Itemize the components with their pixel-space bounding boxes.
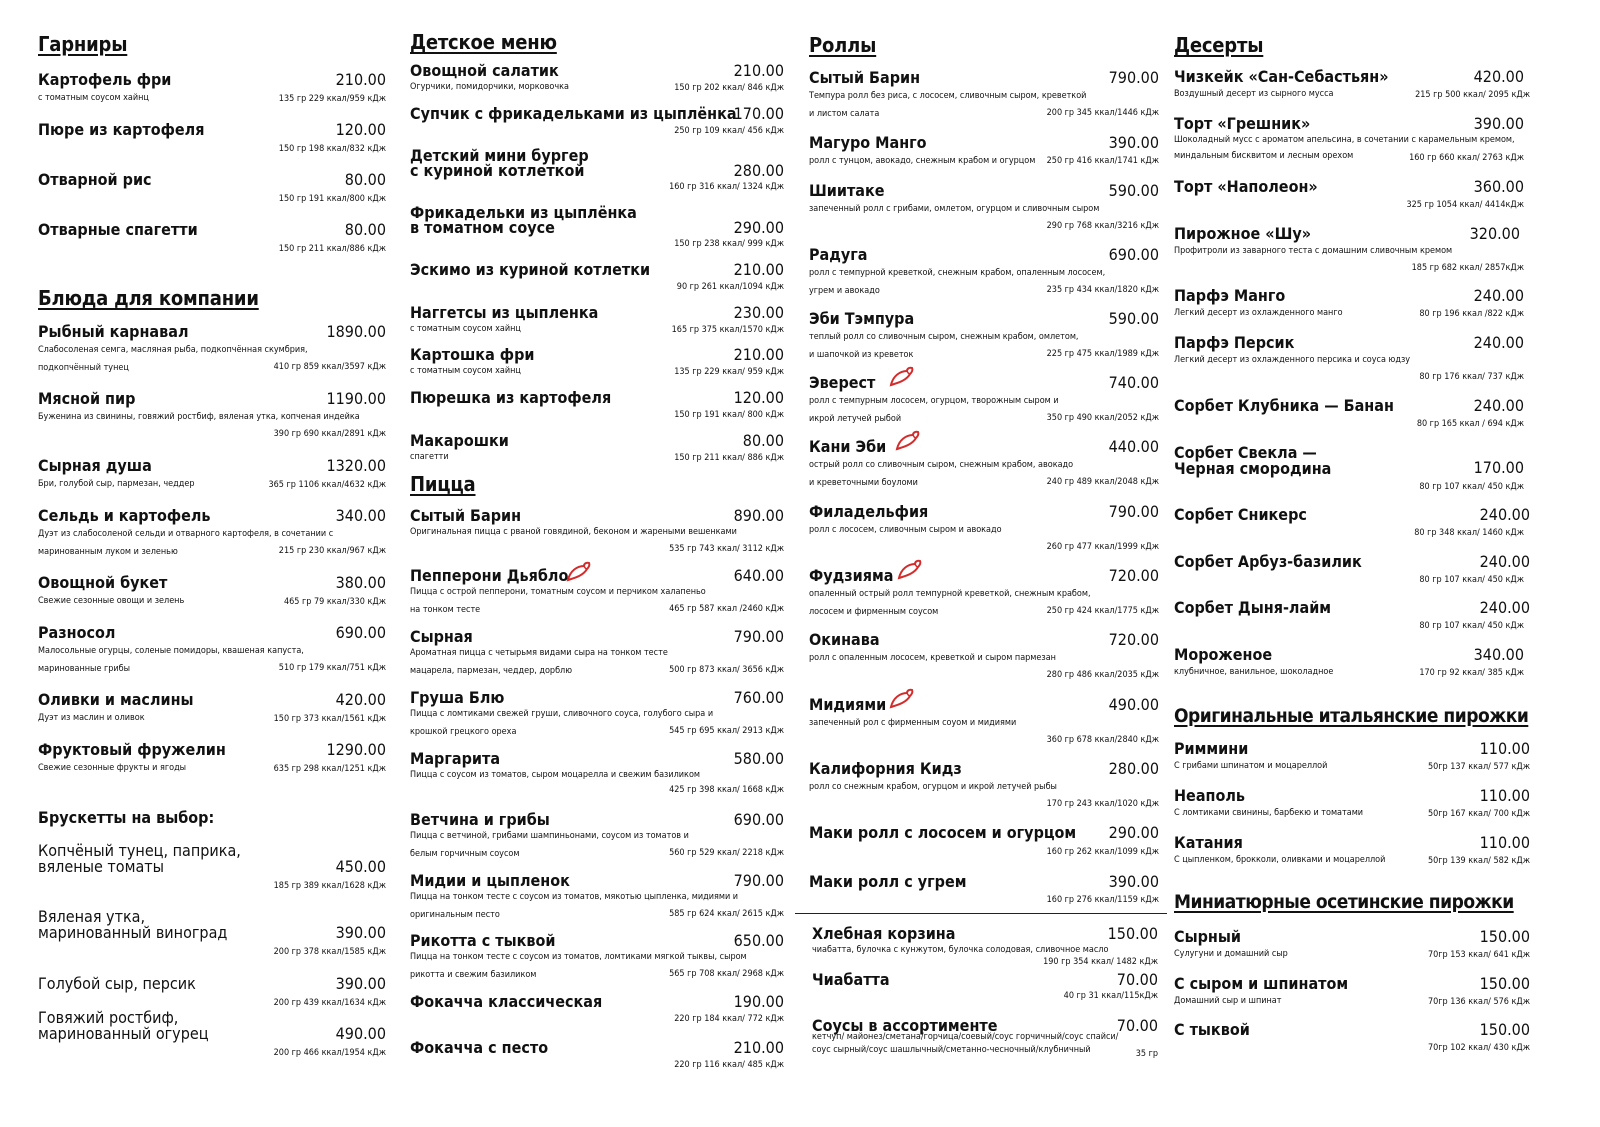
item-desc: теплый ролл со сливочным сыром, снежным крабом, омлетом, и шапочкой из креветок [809,332,1079,360]
item-meta: 160 гр 660 ккал/ 2763 кДж [1409,153,1524,163]
item-meta: 90 гр 261 ккал/1094 кДж [676,282,784,292]
item-price: 290.00 [733,218,784,237]
section-title-company: Блюда для компании [38,286,259,310]
item-price: 390.00 [1473,114,1524,133]
item-name: Рыбный карнавал [38,322,189,341]
item-name: Хлебная корзина [812,924,956,943]
item-price: 70.00 [1116,1016,1158,1035]
item-meta: 200 гр 378 ккал/1585 кДж [273,947,386,957]
item-name: Ветчина и грибы [410,810,550,829]
item-meta: 390 гр 690 ккал/2891 кДж [273,429,386,439]
item-price: 80.00 [344,220,386,239]
bread-block [812,0,1164,1127]
item-meta: 80 гр 107 ккал/ 450 кДж [1419,621,1524,631]
item-price: 320.00 [1469,224,1520,243]
item-price: 490.00 [1108,695,1159,714]
item-desc: Слабосоленая семга, масляная рыба, подкопчённая скумбрия, подкопчённый тунец [38,345,308,373]
item-price: 110.00 [1479,833,1530,852]
item-desc: Буженина из свинины, говяжий ростбиф, вяленая утка, копченая индейка [38,412,360,422]
item-price: 80.00 [344,170,386,189]
item-meta: 185 гр 682 ккал/ 2857кДж [1411,263,1524,273]
item-desc: Дуэт из слабосоленой сельди и отварного картофеля, в сочетании с маринованным луком и зеленью [38,529,334,557]
item-desc: С цыпленком, брокколи, оливками и моцареллой [1174,855,1386,865]
item-name: Сытый Барин [809,68,921,87]
item-name: Сорбет Дыня-лайм [1174,598,1332,617]
item-name: Кани Эби [809,437,887,456]
item-price: 210.00 [733,260,784,279]
item-meta: 250 гр 416 ккал/1741 кДж [1046,156,1159,166]
item-price: 440.00 [1108,437,1159,456]
item-meta: 70гр 153 ккал/ 641 кДж [1427,950,1530,960]
item-meta: 200 гр 345 ккал/1446 кДж [1046,108,1159,118]
item-desc: Огурчики, помидорчики, морковочка [410,82,569,92]
item-price: 240.00 [1473,396,1524,415]
item-desc: с томатным соусом хайнц [38,93,149,103]
item-name: Рикотта с тыквой [410,931,556,950]
item-name: Пепперони Дьябло [410,566,569,585]
item-name: Магуро Манго [809,133,927,152]
item-meta: 565 гр 708 ккал/ 2968 кДж [669,969,784,979]
item-meta: 225 гр 475 ккал/1989 кДж [1046,349,1159,359]
item-meta: 200 гр 466 ккал/1954 кДж [273,1048,386,1058]
item-meta: 165 гр 375 ккал/1570 кДж [671,325,784,335]
item-meta: 220 гр 184 ккал/ 772 кДж [674,1014,784,1024]
item-price: 170.00 [733,104,784,123]
item-price: 340.00 [1473,645,1524,664]
item-name: Фрикадельки из цыплёнка в томатном соусе [410,203,637,237]
item-meta: 150 гр 238 ккал/ 999 кДж [674,239,784,249]
item-desc: Дуэт из маслин и оливок [38,713,145,723]
item-meta: 635 гр 298 ккал/1251 кДж [273,764,386,774]
item-price: 240.00 [1479,598,1530,617]
item-meta: 220 гр 116 ккал/ 485 кДж [674,1060,784,1070]
item-meta: 160 гр 316 ккал/ 1324 кДж [669,182,784,192]
item-price: 230.00 [733,303,784,322]
item-desc: ролл с темпурным лососем, огурцом, творожным сыром и икрой летучей рыбой [809,396,1059,424]
item-price: 420.00 [1473,67,1524,86]
item-name: Оливки и маслины [38,690,194,709]
item-desc: Пицца с соусом из томатов, сыром моцарелла и свежим базиликом [410,770,701,780]
item-meta: 170 гр 92 ккал/ 385 кДж [1419,668,1524,678]
item-desc: Легкий десерт из охлажденного персика и соуса юдзу [1174,355,1411,365]
item-price: 720.00 [1108,630,1159,649]
item-meta: 250 гр 424 ккал/1775 кДж [1046,606,1159,616]
item-name: Супчик с фрикадельками из цыплёнка [410,104,737,123]
item-meta: 150 гр 211 ккал/886 кДж [278,244,386,254]
item-name: Мидиями [809,695,887,714]
item-name: Наггетсы из цыпленка [410,303,599,322]
item-name: Овощной салатик [410,61,559,80]
item-desc: ролл с тунцом, авокадо, снежным крабом и огурцом [809,156,1036,166]
item-desc: с томатным соусом хайнц [410,366,521,376]
item-meta: 365 гр 1106 ккал/4632 кДж [268,480,386,490]
item-desc: Бри, голубой сыр, пармезан, чеддер [38,479,195,489]
item-price: 890.00 [733,506,784,525]
item-desc: чиабатта, булочка с кунжутом, булочка солодовая, сливочное масло [812,945,1109,955]
item-name: Разносол [38,623,116,642]
item-price: 650.00 [733,931,784,950]
item-desc: С грибами шпинатом и моцареллой [1174,761,1328,771]
item-name: Вяленая утка, маринованный виноград [38,907,228,942]
section-title-rolls: Роллы [809,33,877,57]
item-meta: 350 гр 490 ккал/2052 кДж [1046,413,1159,423]
item-name: Отварной рис [38,170,152,189]
item-price: 240.00 [1473,333,1524,352]
item-meta: 280 гр 486 ккал/2035 кДж [1046,670,1159,680]
item-meta: 260 гр 477 ккал/1999 кДж [1046,542,1159,552]
item-meta: 135 гр 229 ккал/959 кДж [278,94,386,104]
item-meta: 70гр 136 ккал/ 576 кДж [1427,997,1530,1007]
item-meta: 250 гр 109 ккал/ 456 кДж [674,126,784,136]
item-name: Сырная душа [38,456,152,475]
item-name: Торт «Наполеон» [1174,177,1318,196]
item-price: 390.00 [1108,872,1159,891]
item-desc: кетчуп/ майонез/сметана/горчица/соевый/соус горчичный/соус спайси/ соус сырный/соус шашлычный/сметанно-чесночный/клубничный [812,1032,1119,1055]
item-meta: 185 гр 389 ккал/1628 кДж [273,881,386,891]
item-name: Груша Блю [410,688,505,707]
item-desc: Темпура ролл без риса, с лососем, сливочным сыром, креветкой и листом салата [809,91,1087,119]
item-desc: ролл со снежным крабом, огурцом и икрой летучей рыбы [809,782,1057,792]
column-4 [1174,0,1530,1127]
item-name: С сыром и шпинатом [1174,974,1349,993]
item-desc: спагетти [410,452,449,462]
item-desc: Сулугуни и домашний сыр [1174,949,1288,959]
item-desc: острый ролл со сливочным сыром, снежным крабом, авокадо и креветочными боуломи [809,460,1074,488]
item-price: 1290.00 [326,740,386,759]
item-price: 640.00 [733,566,784,585]
item-price: 760.00 [733,688,784,707]
item-meta: 160 гр 276 ккал/1159 кДж [1046,895,1159,905]
item-name: Макарошки [410,431,509,450]
item-meta: 170 гр 243 ккал/1020 кДж [1046,799,1159,809]
item-name: Сельдь и картофель [38,506,211,525]
item-name: Сорбет Свекла — Черная смородина [1174,443,1332,478]
item-meta: 500 гр 873 ккал/ 3656 кДж [669,665,784,675]
item-meta: 465 гр 79 ккал/330 кДж [283,597,386,607]
item-name: Мидии и цыпленок [410,871,570,890]
item-meta: 50гр 137 ккал/ 577 кДж [1427,762,1530,772]
item-name: Мясной пир [38,389,136,408]
item-desc: Малосольные огурцы, соленые помидоры, квашеная капуста, маринованные грибы [38,646,304,674]
item-name: Сырный [1174,927,1241,946]
item-name: Маки ролл с угрем [809,872,967,891]
item-name: Маки ролл с лососем и огурцом [809,823,1077,842]
item-meta: 465 гр 587 ккал /2460 кДж [669,604,784,614]
item-desc: Воздушный десерт из сырного мусса [1174,89,1334,99]
item-name: Сорбет Сникерс [1174,505,1307,524]
column-1 [38,0,386,1127]
item-price: 390.00 [1108,133,1159,152]
item-name: Сытый Барин [410,506,522,525]
item-name: Риммини [1174,739,1249,758]
item-name: Чизкейк «Сан-Себастьян» [1174,67,1389,86]
item-name: Маргарита [410,749,501,768]
item-meta: 150 гр 191 ккал/ 800 кДж [674,410,784,420]
item-desc: с томатным соусом хайнц [410,324,521,334]
item-price: 240.00 [1479,552,1530,571]
item-meta: 150 гр 202 ккал/ 846 кДж [674,83,784,93]
item-name: Фудзияма [809,566,894,585]
item-name: Овощной букет [38,573,168,592]
item-desc: Оригинальная пицца с рваной говядиной, беконом и жареными вешенками [410,527,737,537]
section-title-ossetian: Миниатюрные осетинские пирожки [1174,891,1514,913]
item-price: 110.00 [1479,739,1530,758]
item-name: Эверест [809,373,876,392]
item-desc: Пицца на тонком тесте с соусом из томатов, ломтиками мягкой тыквы, сыром рикотта и свежим базиликом [410,952,747,980]
item-meta: 50гр 167 ккал/ 700 кДж [1427,809,1530,819]
item-desc: опаленный острый ролл темпурной креветкой, снежным крабом, лососем и фирменным соусом [809,589,1091,617]
item-desc: Ароматная пицца с четырьмя видами сыра на тонком тесте мацарела, пармезан, чеддер, дорблю [410,648,668,676]
item-meta: 410 гр 859 ккал/3597 кДж [273,362,386,372]
item-price: 150.00 [1107,924,1158,943]
item-price: 690.00 [1108,245,1159,264]
item-meta: 150 гр 191 ккал/800 кДж [278,194,386,204]
item-price: 390.00 [335,923,386,942]
item-meta: 425 гр 398 ккал/ 1668 кДж [669,785,784,795]
item-meta: 80 гр 165 ккал / 694 кДж [1416,419,1524,429]
item-price: 450.00 [335,857,386,876]
item-name: Детский мини бургер с куриной котлеткой [410,146,589,180]
item-price: 420.00 [335,690,386,709]
item-name: Калифорния Кидз [809,759,962,778]
item-name: Говяжий ростбиф, маринованный огурец [38,1008,209,1043]
item-meta: 135 гр 229 ккал/ 959 кДж [674,367,784,377]
item-price: 240.00 [1479,505,1530,524]
item-desc: ролл с темпурной креветкой, снежным крабом, опаленным лососем, угрем и авокадо [809,268,1106,296]
item-price: 580.00 [733,749,784,768]
item-price: 690.00 [733,810,784,829]
item-price: 1890.00 [326,322,386,341]
item-meta: 240 гр 489 ккал/2048 кДж [1046,477,1159,487]
item-name: Сырная [410,627,473,646]
item-name: Картошка фри [410,345,535,364]
item-meta: 190 гр 354 ккал/ 1482 кДж [1043,957,1158,967]
item-name: Эскимо из куриной котлетки [410,260,651,279]
item-meta: 150 гр 198 ккал/832 кДж [278,144,386,154]
item-name: Шиитаке [809,181,885,200]
item-price: 150.00 [1479,974,1530,993]
item-price: 790.00 [1108,502,1159,521]
item-price: 110.00 [1479,786,1530,805]
item-desc: Свежие сезонные фрукты и ягоды [38,763,187,773]
item-price: 170.00 [1473,458,1524,477]
item-name: Мороженое [1174,645,1273,664]
item-price: 240.00 [1473,286,1524,305]
item-name: Копчёный тунец, паприка, вяленые томаты [38,841,241,876]
item-meta: 50гр 139 ккал/ 582 кДж [1427,856,1530,866]
item-meta: 535 гр 743 ккал/ 3112 кДж [669,544,784,554]
item-name: Отварные спагетти [38,220,198,239]
item-price: 290.00 [1108,823,1159,842]
item-name: Фокачча классическая [410,992,603,1011]
item-meta: 235 гр 434 ккал/1820 кДж [1046,285,1159,295]
item-name: Эби Тэмпура [809,309,915,328]
section-title-desserts: Десерты [1174,33,1264,57]
item-desc: запеченный ролл с грибами, омлетом, огурцом и сливочным сыром [809,204,1100,214]
item-desc: Пицца с ломтиками свежей груши, сливочного соуса, голубого сыра и крошкой грецкого ореха [410,709,714,737]
item-name: Сорбет Арбуз-базилик [1174,552,1362,571]
item-meta: 325 гр 1054 ккал/ 4414кДж [1406,200,1524,210]
item-desc: Свежие сезонные овощи и зелень [38,596,185,606]
item-price: 380.00 [335,573,386,592]
item-price: 790.00 [733,627,784,646]
item-price: 590.00 [1108,309,1159,328]
item-name: Радуга [809,245,868,264]
item-name: Голубой сыр, персик [38,974,196,993]
item-name: Филадельфия [809,502,929,521]
item-name: Парфэ Персик [1174,333,1295,352]
item-name: Пюрешка из картофеля [410,388,612,407]
item-desc: Профитроли из заварного теста с домашним сливочным кремом [1174,246,1453,256]
section-title-pizza: Пицца [410,472,476,496]
section-title-italian: Оригинальные итальянские пирожки [1174,705,1529,727]
item-meta: 80 гр 176 ккал/ 737 кДж [1419,372,1524,382]
item-desc: Пицца на тонком тесте с соусом из томатов, мякотью цыпленка, мидиями и оригинальным песто [410,892,739,920]
item-desc: клубничное, ванильное, шоколадное [1174,667,1334,677]
item-meta: 585 гр 624 ккал/ 2615 кДж [669,909,784,919]
item-meta: 80 гр 196 ккал /822 кДж [1419,309,1524,319]
item-price: 210.00 [733,345,784,364]
item-price: 1320.00 [326,456,386,475]
item-name: С тыквой [1174,1020,1250,1039]
item-price: 70.00 [1116,970,1158,989]
item-price: 790.00 [733,871,784,890]
item-meta: 150 гр 373 ккал/1561 кДж [273,714,386,724]
item-meta: 200 гр 439 ккал/1634 кДж [273,998,386,1008]
item-price: 590.00 [1108,181,1159,200]
bruschetta-heading: Брускетты на выбор: [38,808,215,827]
item-name: Фруктовый фружелин [38,740,226,759]
item-desc: Пицца с ветчиной, грибами шампиньонами, соусом из томатов и белым горчичным соусом [410,831,689,859]
item-meta: 215 гр 500 ккал/ 2095 кДж [1415,90,1530,100]
item-price: 720.00 [1108,566,1159,585]
item-price: 210.00 [733,1038,784,1057]
item-name: Картофель фри [38,70,172,89]
item-meta: 160 гр 262 ккал/1099 кДж [1046,847,1159,857]
section-title-kids: Детское меню [410,30,557,54]
item-desc: Пицца с острой пепперони, томатным соусом и перчиком халапеньо на тонком тесте [410,587,706,615]
item-name: Окинава [809,630,880,649]
item-meta: 215 гр 230 ккал/967 кДж [278,546,386,556]
section-title-garnish: Гарниры [38,32,128,56]
item-price: 490.00 [335,1024,386,1043]
item-meta: 545 гр 695 ккал/ 2913 кДж [669,726,784,736]
item-meta: 290 гр 768 ккал/3216 кДж [1046,221,1159,231]
item-name: Торт «Грешник» [1174,114,1311,133]
item-desc: Домашний сыр и шпинат [1174,996,1282,1006]
item-name: Соусы в ассортименте [812,1016,998,1035]
item-price: 360.00 [1473,177,1524,196]
item-desc: Шоколадный мусс с ароматом апельсина, в сочетании с карамельным кремом, миндальным бисквитом и лесным орехом [1174,135,1515,161]
item-name: Неаполь [1174,786,1246,805]
item-price: 280.00 [1108,759,1159,778]
item-price: 390.00 [335,974,386,993]
item-desc: С ломтиками свинины, барбекю и томатами [1174,808,1364,818]
item-desc: Легкий десерт из охлажденного манго [1174,308,1343,318]
item-price: 210.00 [733,61,784,80]
item-meta: 40 гр 31 ккал/115кДж [1063,991,1158,1001]
item-price: 280.00 [733,161,784,180]
item-desc: ролл с опаленным лососем, креветкой и сыром пармезан [809,653,1056,663]
item-meta: 560 гр 529 ккал/ 2218 кДж [669,848,784,858]
item-meta: 80 гр 107 ккал/ 450 кДж [1419,575,1524,585]
item-meta: 70гр 102 ккал/ 430 кДж [1427,1043,1530,1053]
item-price: 790.00 [1108,68,1159,87]
item-name: Пирожное «Шу» [1174,224,1312,243]
item-name: Катания [1174,833,1243,852]
item-price: 120.00 [733,388,784,407]
item-desc: запеченный рол с фирменным соуом и мидиями [809,718,1017,728]
item-name: Пюре из картофеля [38,120,205,139]
item-price: 120.00 [335,120,386,139]
item-price: 210.00 [335,70,386,89]
item-name: Фокачча с песто [410,1038,549,1057]
item-price: 690.00 [335,623,386,642]
item-meta: 510 гр 179 ккал/751 кДж [278,663,386,673]
item-price: 190.00 [733,992,784,1011]
item-price: 150.00 [1479,1020,1530,1039]
item-meta: 150 гр 211 ккал/ 886 кДж [674,453,784,463]
item-meta: 35 гр [1135,1049,1158,1059]
item-name: Сорбет Клубника — Банан [1174,396,1394,415]
item-meta: 80 гр 107 ккал/ 450 кДж [1419,482,1524,492]
item-meta: 360 гр 678 ккал/2840 кДж [1046,735,1159,745]
item-desc: ролл с лососем, сливочным сыром и авокадо [809,525,1002,535]
item-price: 80.00 [742,431,784,450]
item-price: 340.00 [335,506,386,525]
item-price: 740.00 [1108,373,1159,392]
item-name: Парфэ Манго [1174,286,1286,305]
item-price: 1190.00 [326,389,386,408]
column-2 [410,0,784,1127]
item-price: 150.00 [1479,927,1530,946]
item-meta: 80 гр 348 ккал/ 1460 кДж [1414,528,1524,538]
item-name: Чиабатта [812,970,890,989]
